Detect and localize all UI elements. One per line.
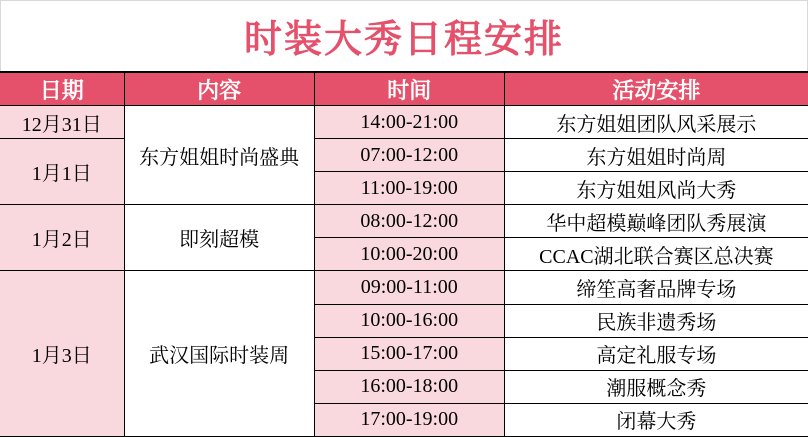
schedule-table (0, 71, 808, 437)
time-cell: 08:00-12:00 (314, 205, 504, 238)
activity-cell: CCAC湖北联合赛区总决赛 (504, 238, 808, 271)
date-cell: 1月3日 (0, 271, 124, 437)
activity-cell: 高定礼服专场 (504, 337, 808, 370)
activity-cell: 东方姐姐时尚周 (504, 139, 808, 172)
time-cell: 15:00-17:00 (314, 337, 504, 370)
content-cell: 东方姐姐时尚盛典 (124, 106, 314, 205)
time-cell: 09:00-11:00 (314, 271, 504, 304)
column-header: 时间 (314, 72, 504, 106)
activity-cell: 东方姐姐团队风采展示 (504, 106, 808, 139)
date-cell: 12月31日 (0, 106, 124, 139)
table-row (0, 139, 808, 172)
time-cell: 11:00-19:00 (314, 172, 504, 205)
table-body (0, 106, 808, 437)
activity-cell: 闭幕大秀 (504, 403, 808, 436)
header-row (0, 72, 808, 106)
time-cell: 10:00-20:00 (314, 238, 504, 271)
activity-cell: 华中超模巅峰团队秀展演 (504, 205, 808, 238)
time-cell: 10:00-16:00 (314, 304, 504, 337)
table-row (0, 271, 808, 304)
column-header: 活动安排 (504, 72, 808, 106)
time-cell: 16:00-18:00 (314, 370, 504, 403)
date-cell: 1月2日 (0, 205, 124, 271)
page-title: 时装大秀日程安排 (243, 19, 564, 61)
table-row (0, 205, 808, 238)
content-cell: 武汉国际时装周 (124, 271, 314, 437)
content-cell: 即刻超模 (124, 205, 314, 271)
table-row (0, 106, 808, 139)
activity-cell: 潮服概念秀 (504, 370, 808, 403)
time-cell: 17:00-19:00 (314, 403, 504, 436)
time-cell: 07:00-12:00 (314, 139, 504, 172)
table-header (0, 72, 808, 106)
time-cell: 14:00-21:00 (314, 106, 504, 139)
activity-cell: 民族非遗秀场 (504, 304, 808, 337)
activity-cell: 缔笙高奢品牌专场 (504, 271, 808, 304)
activity-cell: 东方姐姐风尚大秀 (504, 172, 808, 205)
column-header: 日期 (0, 72, 124, 106)
date-cell: 1月1日 (0, 139, 124, 205)
column-header: 内容 (124, 72, 314, 106)
